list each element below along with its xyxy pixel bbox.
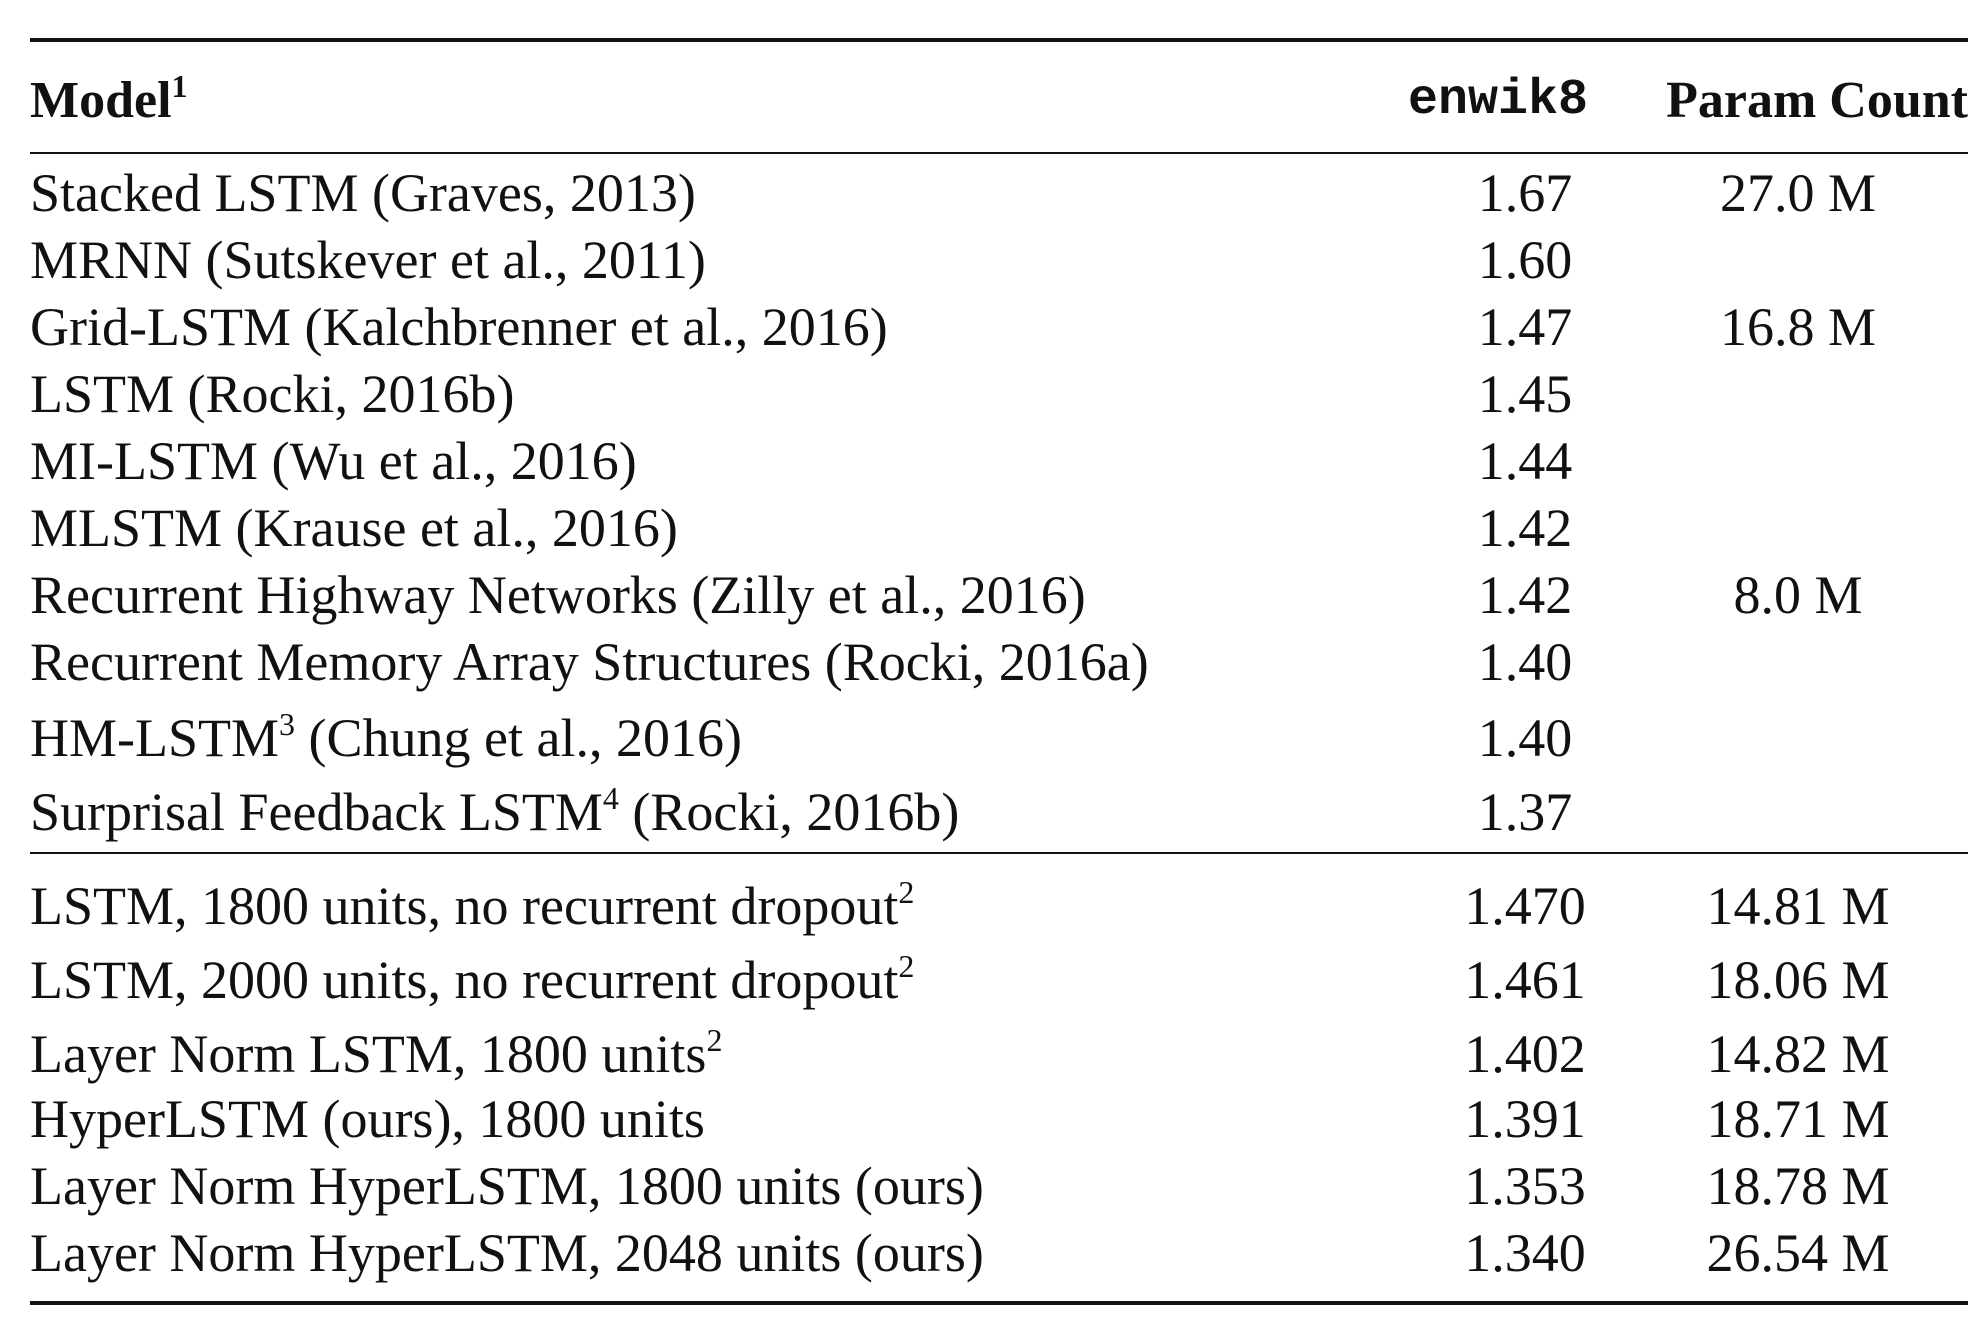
footnote-mark: 2 xyxy=(898,948,915,984)
param-count: 27.0 M xyxy=(1719,163,1876,223)
param-count: 14.81 M xyxy=(1706,876,1890,936)
footnote-mark: 3 xyxy=(279,706,296,742)
table-row xyxy=(30,361,1968,428)
enwik8-score: 1.37 xyxy=(1477,782,1573,842)
model-name: Recurrent Highway Networks (Zilly et al., 2016) xyxy=(30,565,1086,625)
footnote-mark: 4 xyxy=(602,780,619,816)
table-row xyxy=(30,1153,1968,1220)
model-name: MLSTM (Krause et al., 2016) xyxy=(30,498,678,558)
table-row xyxy=(30,562,1968,629)
enwik8-score: 1.60 xyxy=(1477,230,1573,290)
footnote-mark: 2 xyxy=(706,1022,723,1058)
model-name: MRNN (Sutskever et al., 2011) xyxy=(30,230,706,290)
param-count: 16.8 M xyxy=(1719,297,1876,357)
enwik8-score: 1.402 xyxy=(1464,1024,1586,1084)
enwik8-score: 1.40 xyxy=(1477,632,1573,692)
enwik8-score: 1.470 xyxy=(1464,876,1586,936)
table-row xyxy=(30,1012,1968,1086)
header-param-count: Param Count xyxy=(1666,72,1968,129)
model-name: Grid-LSTM (Kalchbrenner et al., 2016) xyxy=(30,297,888,357)
enwik8-score: 1.40 xyxy=(1477,708,1573,768)
enwik8-score: 1.340 xyxy=(1464,1223,1586,1283)
param-count: 18.06 M xyxy=(1706,950,1890,1010)
model-name: LSTM, 1800 units, no recurrent dropout$^2$ xyxy=(30,874,915,936)
enwik8-score: 1.44 xyxy=(1477,431,1573,491)
table-row xyxy=(30,227,1968,294)
header-model: Model$^1$ xyxy=(30,67,188,129)
table-row xyxy=(30,1220,1968,1287)
model-name: Recurrent Memory Array Structures (Rocki, 2016a) xyxy=(30,632,1149,692)
param-count: 26.54 M xyxy=(1706,1223,1890,1283)
table-row xyxy=(30,294,1968,361)
table-header xyxy=(30,42,1968,152)
results-table xyxy=(30,38,1968,1305)
enwik8-score: 1.42 xyxy=(1477,565,1573,625)
bottom-rule xyxy=(30,1301,1968,1305)
enwik8-score: 1.461 xyxy=(1464,950,1586,1010)
table-row xyxy=(30,160,1968,227)
param-count: 14.82 M xyxy=(1706,1024,1890,1084)
model-name: HyperLSTM (ours), 1800 units xyxy=(30,1089,705,1149)
model-name: LSTM (Rocki, 2016b) xyxy=(30,364,515,424)
table-row xyxy=(30,495,1968,562)
enwik8-score: 1.45 xyxy=(1477,364,1573,424)
model-name: Layer Norm HyperLSTM, 2048 units (ours) xyxy=(30,1223,984,1283)
model-name: Layer Norm HyperLSTM, 1800 units (ours) xyxy=(30,1156,984,1216)
enwik8-score: 1.42 xyxy=(1477,498,1573,558)
table-row xyxy=(30,938,1968,1012)
table-row xyxy=(30,1086,1968,1153)
header-model-footnote: 1 xyxy=(171,67,188,104)
model-name: Stacked LSTM (Graves, 2013) xyxy=(30,163,696,223)
baseline-group xyxy=(30,154,1968,852)
table-row xyxy=(30,770,1968,844)
param-count: 18.71 M xyxy=(1706,1089,1890,1149)
footnote-mark: 2 xyxy=(898,874,915,910)
header-enwik8: enwik8 xyxy=(1407,72,1588,129)
table-row xyxy=(30,428,1968,495)
enwik8-score: 1.353 xyxy=(1464,1156,1586,1216)
param-count: 18.78 M xyxy=(1706,1156,1890,1216)
table-row xyxy=(30,629,1968,696)
model-name: Surprisal Feedback LSTM$^4$ (Rocki, 2016b) xyxy=(30,780,960,842)
enwik8-score: 1.67 xyxy=(1477,163,1573,223)
model-name: MI-LSTM (Wu et al., 2016) xyxy=(30,431,637,491)
model-name: LSTM, 2000 units, no recurrent dropout$^2$ xyxy=(30,948,915,1010)
enwik8-score: 1.47 xyxy=(1477,297,1573,357)
table-row xyxy=(30,864,1968,938)
ours-group xyxy=(30,854,1968,1301)
model-name: HM-LSTM$^3$ (Chung et al., 2016) xyxy=(30,706,742,768)
param-count: 8.0 M xyxy=(1733,565,1863,625)
model-name: Layer Norm LSTM, 1800 units$^2$ xyxy=(30,1022,723,1084)
enwik8-score: 1.391 xyxy=(1464,1089,1586,1149)
table-row xyxy=(30,696,1968,770)
